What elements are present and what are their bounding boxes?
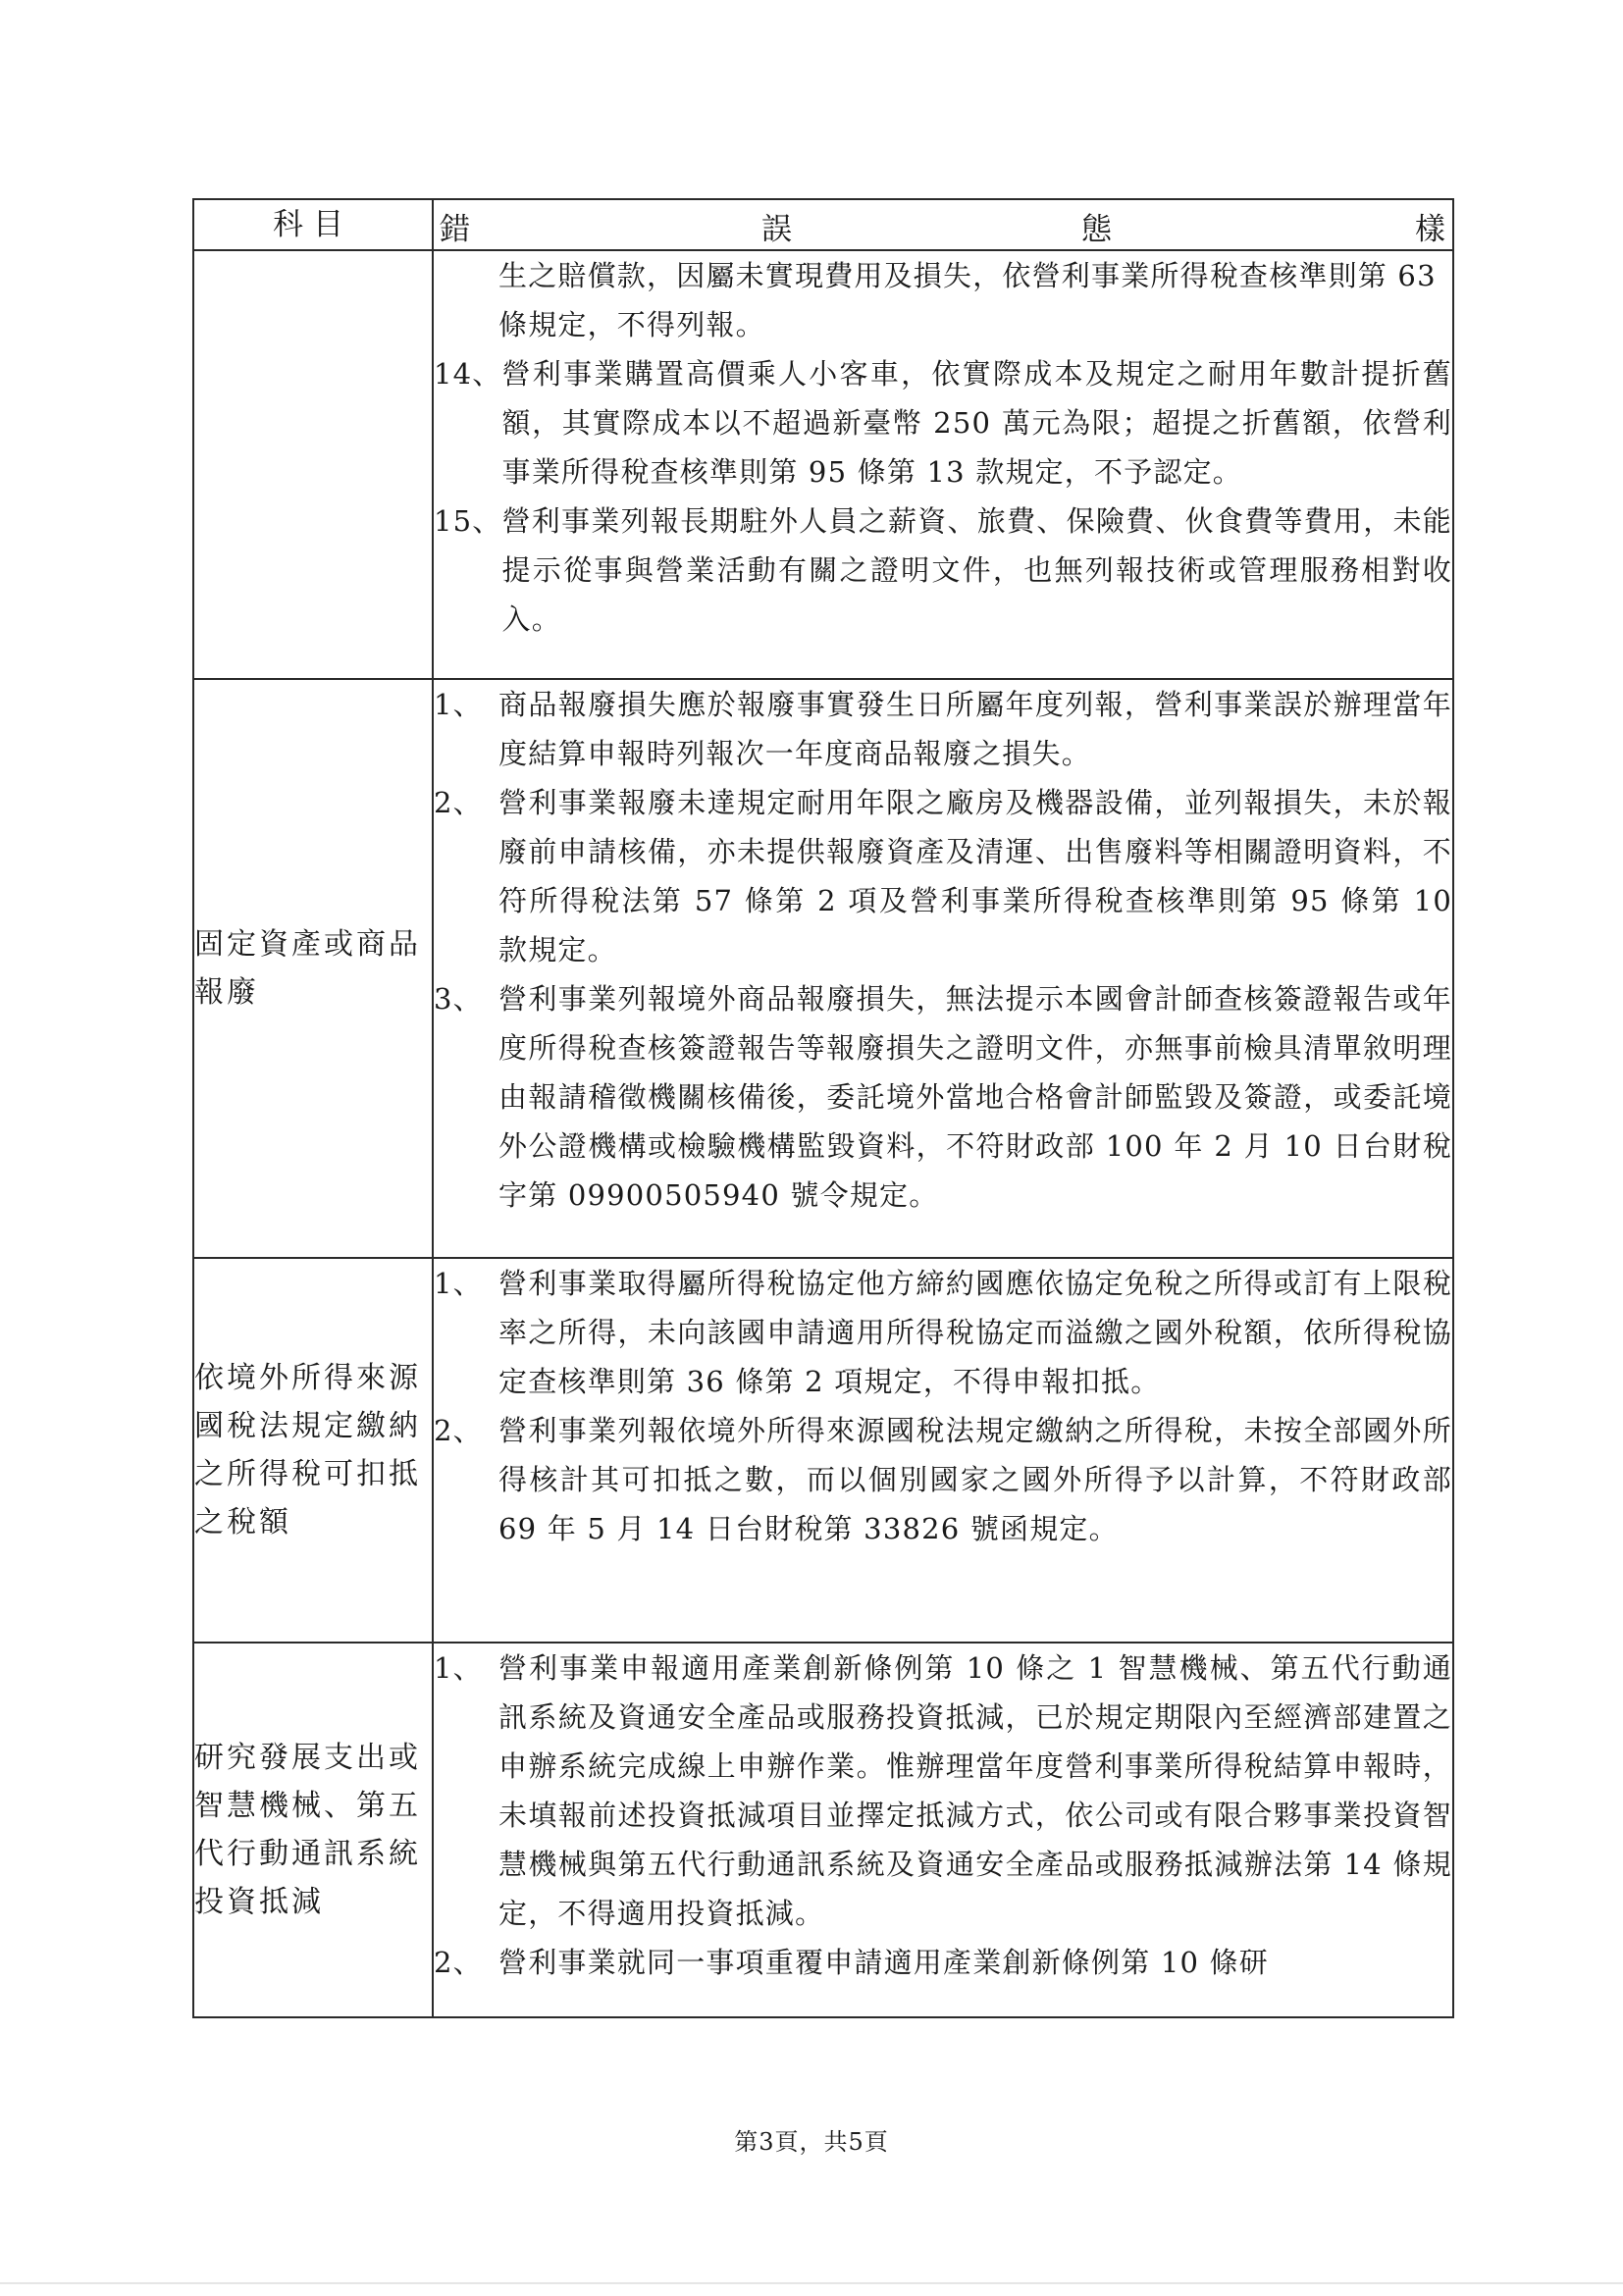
table-row	[193, 1643, 1453, 2017]
header-error-pattern	[433, 199, 1453, 250]
item-number: 2、	[434, 1414, 483, 1447]
header-error-char: 錯	[440, 212, 470, 247]
row-subject: 固定資產或商品報廢	[193, 679, 433, 1258]
list-item	[434, 1644, 1452, 1938]
header-error-char: 態	[1081, 212, 1112, 247]
item-text: 營利事業列報長期駐外人員之薪資、旅費、保險費、伙食費等費用，未能提示從事與營業活動有關之證明文件，也無列報技術或管理服務相對收入。	[501, 504, 1452, 636]
row-subject: 依境外所得來源國稅法規定繳納之所得稅可扣抵之稅額	[193, 1258, 433, 1643]
item-text: 營利事業列報境外商品報廢損失，無法提示本國會計師查核簽證報告或年度所得稅查核簽證報告等報廢損失之證明文件，亦無事前檢具清單敘明理由報請稽徵機關核備後，委託境外當地合格會計師監毀及簽證，或委託境外公證機構或檢驗機構監毀資料，不符財政部 100 年 2 月 10 日台財稅字第 09900505940 號令規定。	[498, 982, 1452, 1212]
list-item	[434, 1938, 1452, 1987]
table-row	[193, 1258, 1453, 1643]
list-item	[434, 1406, 1452, 1553]
item-number: 15、	[434, 504, 502, 538]
scan-edge-divider	[0, 2282, 1623, 2284]
item-text: 營利事業取得屬所得稅協定他方締約國應依協定免稅之所得或訂有上限稅率之所得，未向該國申請適用所得稅協定而溢繳之國外稅額，依所得稅協定查核準則第 36 條第 2 項規定，不得申報扣抵。	[498, 1267, 1452, 1398]
table-row	[193, 250, 1453, 679]
list-item	[434, 778, 1452, 974]
item-text: 營利事業申報適用產業創新條例第 10 條之 1 智慧機械、第五代行動通訊系統及資通安全產品或服務投資抵減，已於規定期限內至經濟部建置之申辦系統完成線上申辦作業。惟辦理當年度營利事業所得稅結算申報時，未填報前述投資抵減項目並擇定抵減方式，依公司或有限合夥事業投資智慧機械與第五代行動通訊系統及資通安全產品或服務抵減辦法第 14 條規定，不得適用投資抵減。	[498, 1651, 1452, 1930]
item-number: 14、	[434, 357, 502, 391]
error-pattern-table	[192, 198, 1454, 2018]
header-error-char: 誤	[761, 212, 792, 247]
item-number: 1、	[434, 1267, 483, 1300]
item-number: 1、	[434, 1651, 483, 1685]
list-item	[434, 1259, 1452, 1406]
item-number: 2、	[434, 1946, 483, 1979]
item-text: 營利事業就同一事項重覆申請適用產業創新條例第 10 條研	[498, 1946, 1269, 1979]
item-number: 1、	[434, 688, 483, 721]
list-item	[434, 496, 1452, 644]
row-body	[433, 1643, 1453, 2017]
list-item	[434, 349, 1452, 496]
header-subject: 科目	[193, 199, 433, 250]
table-header-row	[193, 199, 1453, 250]
row-subject	[193, 250, 433, 679]
item-number: 2、	[434, 786, 483, 819]
list-item	[434, 974, 1452, 1220]
item-text: 營利事業購置高價乘人小客車，依實際成本及規定之耐用年數計提折舊額，其實際成本以不超過新臺幣 250 萬元為限；超提之折舊額，依營利事業所得稅查核準則第 95 條第 13 款規定，不予認定。	[501, 357, 1452, 489]
item-text: 營利事業報廢未達規定耐用年限之廠房及機器設備，並列報損失，未於報廢前申請核備，亦未提供報廢資產及清運、出售廢料等相關證明資料，不符所得稅法第 57 條第 2 項及營利事業所得稅查核準則第 95 條第 10 款規定。	[498, 786, 1452, 966]
item-text: 營利事業列報依境外所得來源國稅法規定繳納之所得稅，未按全部國外所得核計其可扣抵之數，而以個別國家之國外所得予以計算，不符財政部 69 年 5 月 14 日台財稅第 33826 號函規定。	[498, 1414, 1452, 1545]
row-body	[433, 1258, 1453, 1643]
row-subject: 研究發展支出或智慧機械、第五代行動通訊系統投資抵減	[193, 1643, 433, 2017]
header-error-char: 樣	[1415, 212, 1445, 247]
item-text: 商品報廢損失應於報廢事實發生日所屬年度列報，營利事業誤於辦理當年度結算申報時列報次一年度商品報廢之損失。	[498, 688, 1452, 770]
continuation-text: 生之賠償款，因屬未實現費用及損失，依營利事業所得稅查核準則第 63 條規定，不得列報。	[498, 259, 1437, 341]
row-body	[433, 250, 1453, 679]
row-body	[433, 679, 1453, 1258]
list-item	[434, 680, 1452, 778]
page-number: 第3頁，共5頁	[734, 2128, 889, 2156]
item-number: 3、	[434, 982, 483, 1016]
table-row	[193, 679, 1453, 1258]
